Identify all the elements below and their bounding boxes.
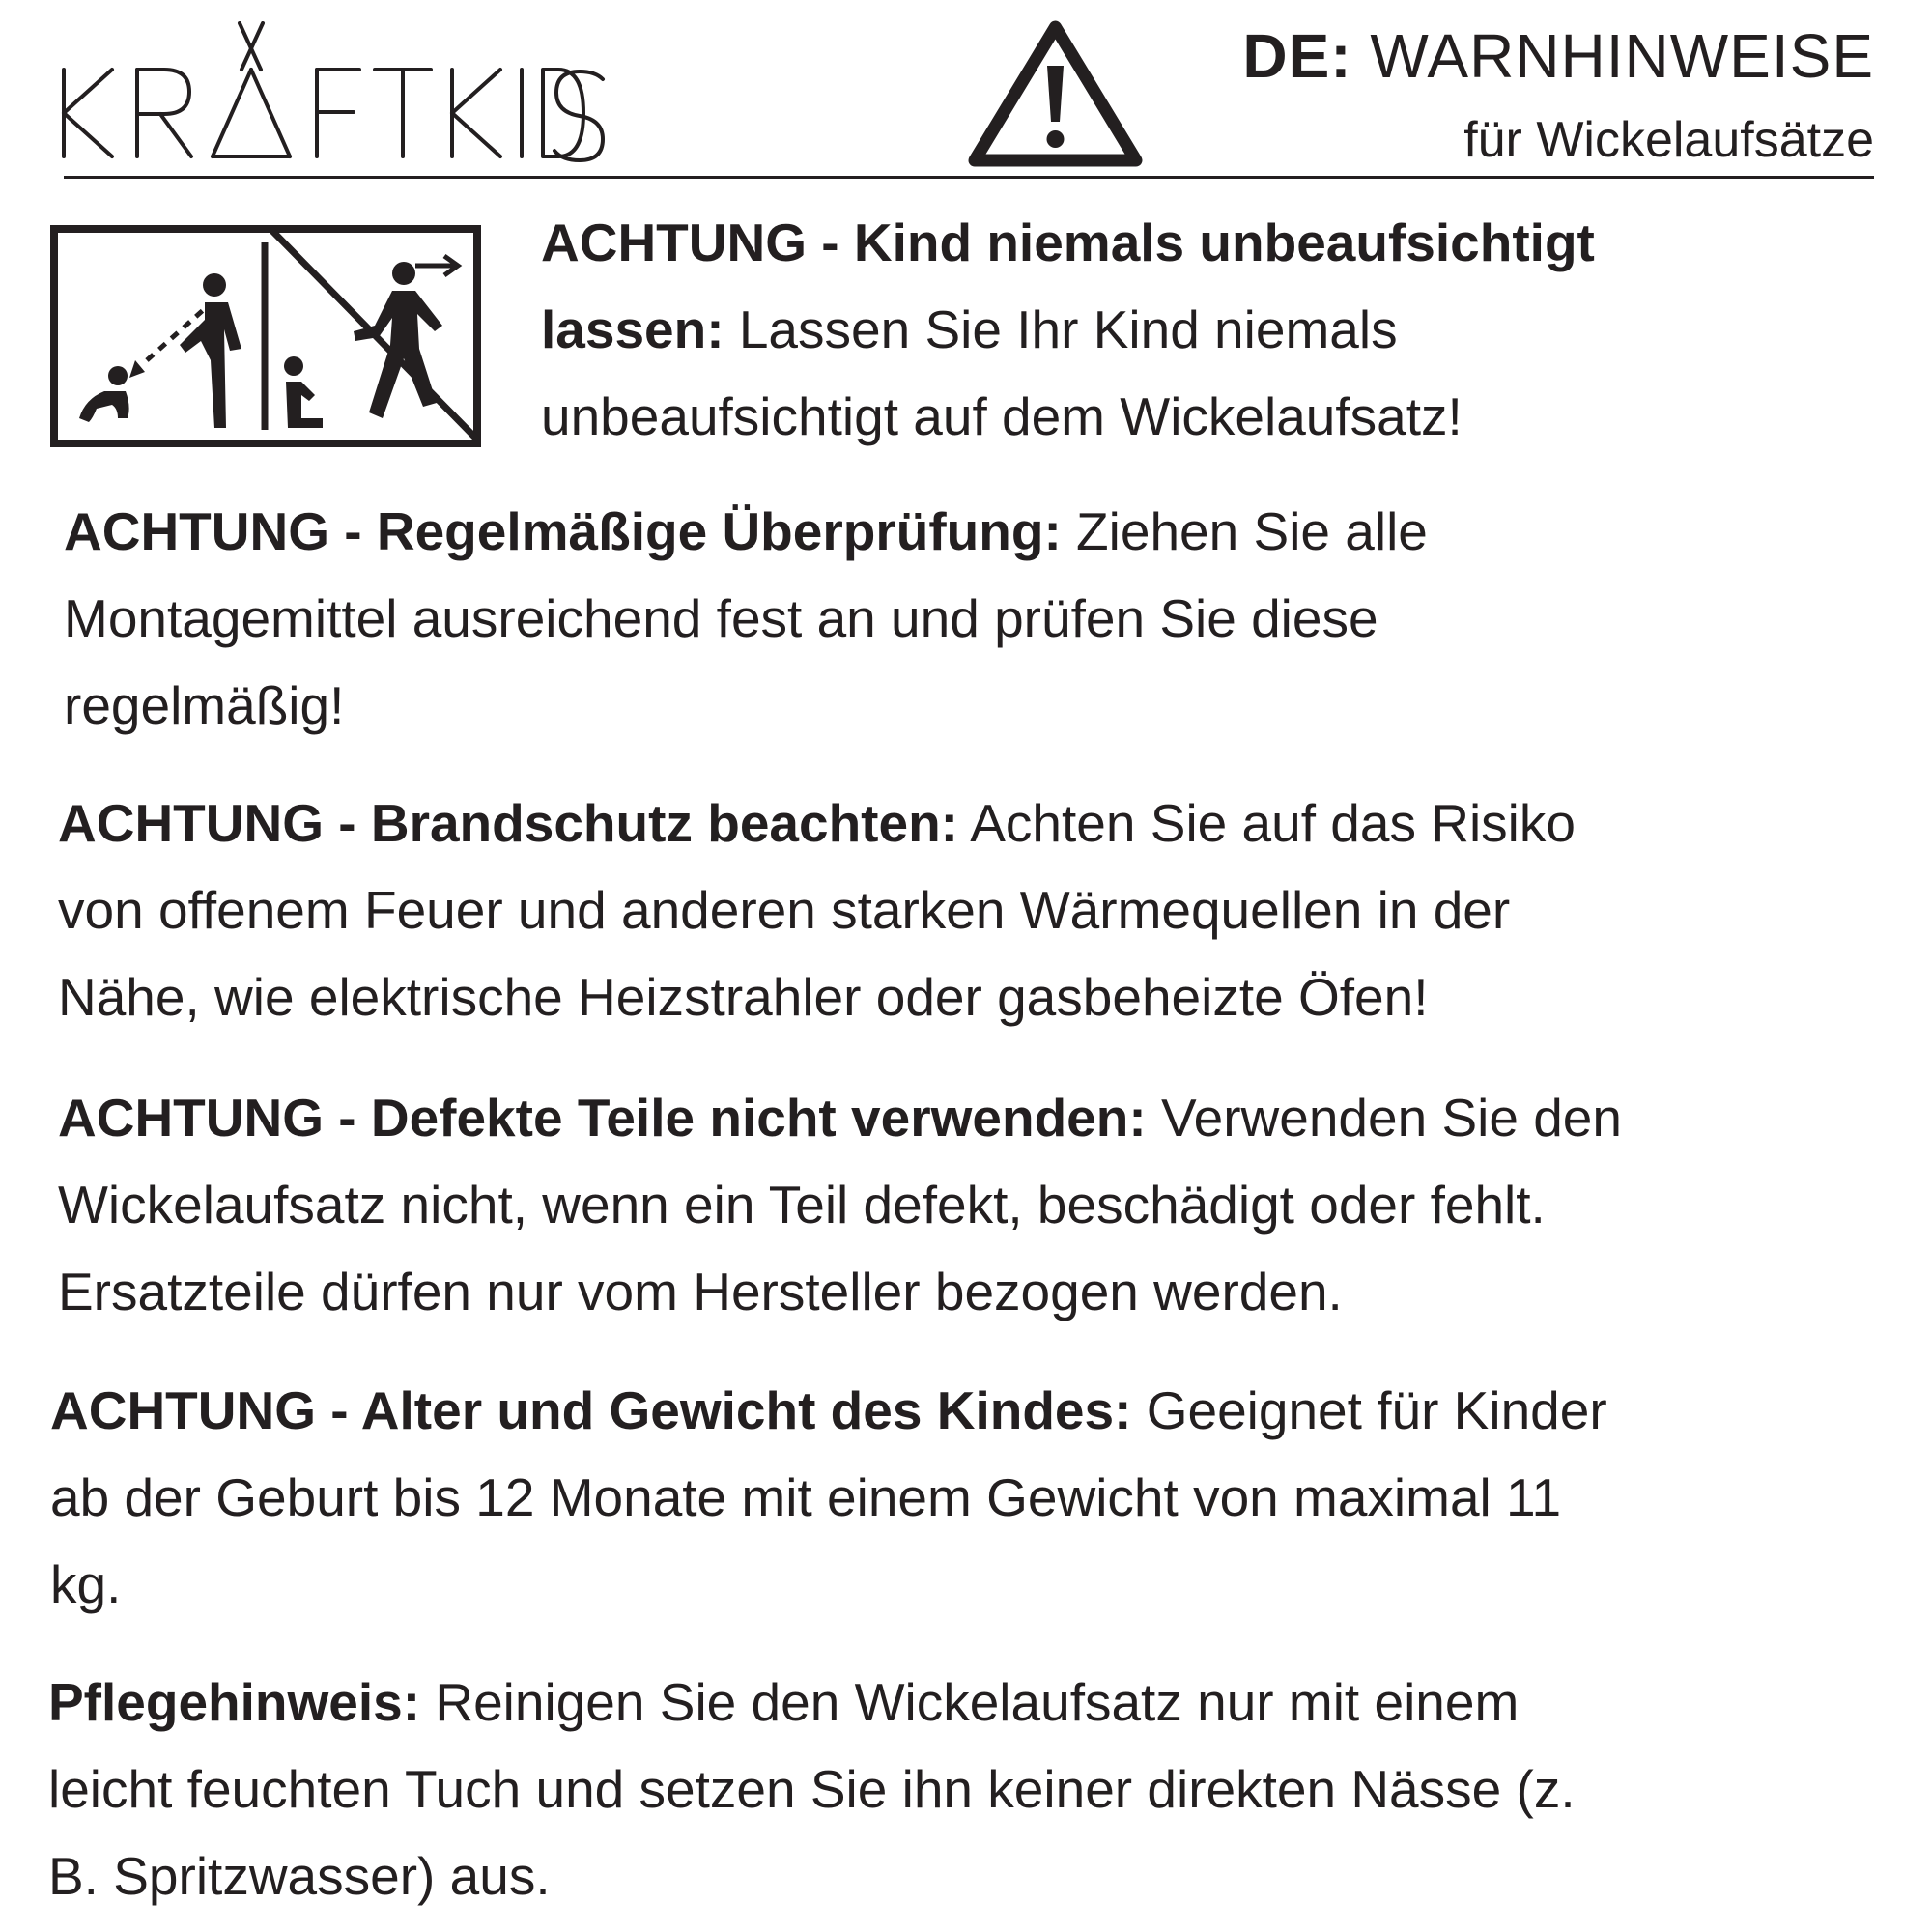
warning-line: Ersatzteile dürfen nur vom Hersteller bezogen werden.: [58, 1262, 1343, 1321]
warning-line: Nähe, wie elektrische Heizstrahler oder gasbeheizte Öfen!: [58, 967, 1429, 1027]
warning-line: B. Spritzwasser) aus.: [48, 1846, 551, 1906]
page-title: DE: WARNHINWEISE: [1242, 21, 1874, 91]
brand-logo-s: [551, 70, 609, 162]
warning-line: ab der Geburt bis 12 Monate mit einem Gewicht von maximal 11: [50, 1467, 1562, 1527]
warning-line: ACHTUNG - Defekte Teile nicht verwenden: Verwenden Sie den: [58, 1088, 1622, 1148]
warning-line: unbeaufsichtigt auf dem Wickelaufsatz!: [541, 386, 1463, 446]
supervision-pictogram-icon: [50, 225, 481, 447]
warning-line: ACHTUNG - Brandschutz beachten: Achten Sie auf das Risiko: [58, 793, 1576, 853]
warning-line: ACHTUNG - Kind niemals unbeaufsichtigt: [541, 213, 1595, 272]
warning-triangle-icon: [966, 17, 1145, 170]
warning-line: von offenem Feuer und anderen starken Wärmequellen in der: [58, 880, 1511, 940]
care-instructions: [48, 1659, 1576, 1919]
warning-defective-parts: [58, 1074, 1622, 1335]
warning-line: leicht feuchten Tuch und setzen Sie ihn keiner direkten Nässe (z.: [48, 1759, 1576, 1819]
warning-line: Montagemittel ausreichend fest an und prüfen Sie diese: [64, 588, 1378, 648]
warning-line: lassen: Lassen Sie Ihr Kind niemals: [541, 299, 1398, 359]
warning-line: regelmäßig!: [64, 675, 345, 735]
warning-line: Wickelaufsatz nicht, wenn ein Teil defekt, beschädigt oder fehlt.: [58, 1175, 1546, 1235]
header-divider: [64, 176, 1874, 179]
warning-line: kg.: [50, 1554, 122, 1614]
warning-regular-check: [64, 488, 1428, 749]
warning-line: Pflegehinweis: Reinigen Sie den Wickelaufsatz nur mit einem: [48, 1672, 1520, 1732]
warning-age-weight: [50, 1367, 1607, 1628]
page-subtitle: für Wickelaufsätze: [1463, 112, 1874, 168]
warning-line: ACHTUNG - Alter und Gewicht des Kindes: Geeignet für Kinder: [50, 1380, 1607, 1440]
brand-logo: [60, 21, 611, 166]
warning-line: ACHTUNG - Regelmäßige Überprüfung: Ziehen Sie alle: [64, 501, 1428, 561]
warning-fire-safety: [58, 780, 1576, 1040]
warning-unsupervised: [541, 199, 1595, 460]
